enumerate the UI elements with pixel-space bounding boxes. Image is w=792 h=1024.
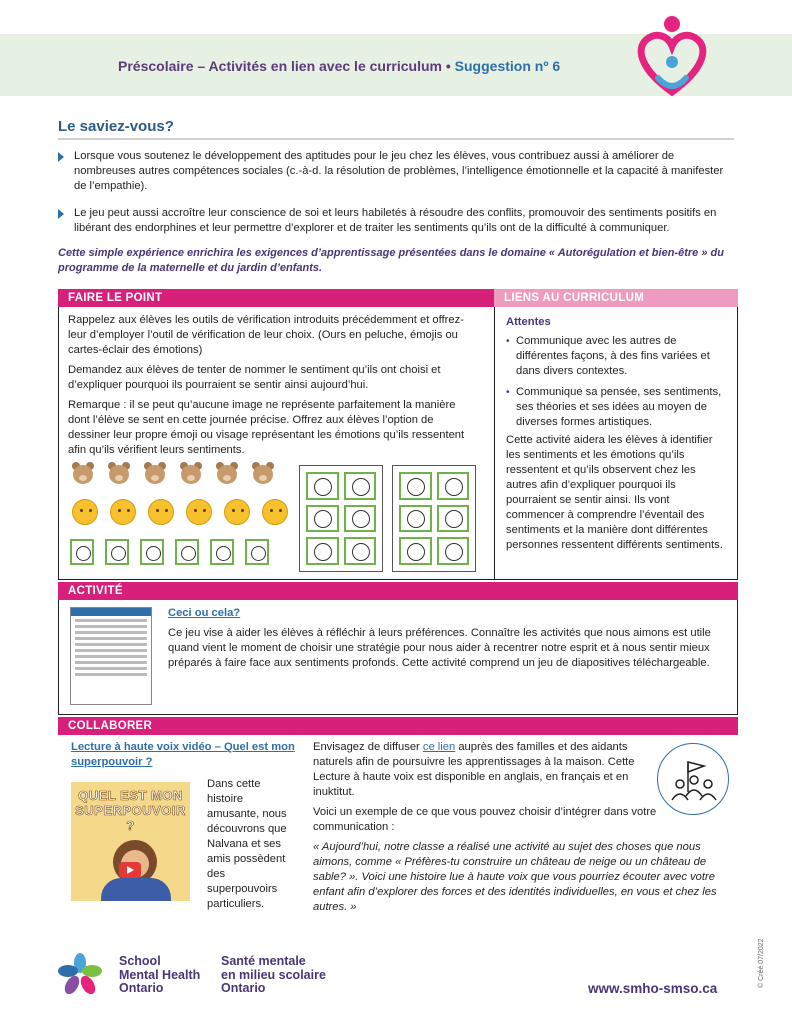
face-cell-icon [306,537,339,565]
activite-bar: ACTIVITÉ [58,582,738,600]
collaborer-p2: Voici un exemple de ce que vous pouvez choisir d’intégrer dans votre communication : [313,806,657,833]
org-name-fr: Santé mentale en milieu scolaire Ontario [221,954,326,995]
liens-curriculum-bar: LIENS AU CURRICULUM [494,289,738,307]
column-divider [494,307,495,580]
liens-paragraph: Cette activité aidera les élèves à identifier les sentiments et les émotions qu’ils ressentent et qu’ils observent chez les autres afin d’expliquer pourquoi ils pourraient se sentir ainsi. Ils vont commencer à comprendre l’éventail des sentiments et la manière dont différentes personnes ressentent différents sentiments. [506,434,723,551]
section-heading-saviez: Le saviez-vous? [58,118,174,135]
sleepy-emoji-icon [186,499,212,525]
divider [58,138,734,140]
happy-emoji-icon [72,499,98,525]
play-icon[interactable] [119,862,141,878]
face-cell-icon [437,472,470,500]
community-flag-icon [657,743,729,815]
flashcard-row [70,539,269,565]
emotion-flashcard-icon [175,539,199,565]
teddy-bear-icon [178,461,204,485]
teddy-bear-icon [142,461,168,485]
intro-text: Cette simple expérience enrichira les exigences d’apprentissage présentées dans le domaine « Autorégulation et bien-être » du programme de la maternelle et du jardin d’enfants. [58,247,724,274]
crying-emoji-icon [148,499,174,525]
emotion-flashcard-icon [245,539,269,565]
scared-emoji-icon [224,499,250,525]
activity-slide-thumbnail[interactable] [70,607,152,705]
website-link[interactable]: www.smho-smso.ca [588,981,718,996]
face-cell-icon [437,537,470,565]
creation-date: © Créé 07/2022 [758,938,765,988]
triangle-bullet-icon [58,152,64,162]
emotion-flashcard-icon [70,539,94,565]
attentes-label: Attentes [506,316,551,328]
collaborer-bar: COLLABORER [58,717,738,735]
triangle-bullet-icon [58,209,64,219]
list-item: Lorsque vous soutenez le développement des aptitudes pour le jeu chez les élèves, vous contribuez aussi à améliorer de nombreuses autres compétences sociales (c.-à-d. la résolution de problèmes, l’intelligence émotionnelle et la capacité à manifester de l’empathie). [58,149,738,194]
face-cell-icon [306,505,339,533]
list-item: • Communique sa pensée, ses sentiments, ses théories et ses idées au moyen de diverses formes artistiques. [506,385,728,430]
face-cell-icon [399,505,432,533]
collaborer-p1: Envisagez de diffuser ce lien auprès des familles et des aidants naturels afin de poursuivre les apprentissages à la maison. Cette Lecture à haute voix est disponible en anglais, en français et en inuktitut. [313,741,635,798]
ce-lien-link[interactable]: ce lien [422,741,456,753]
neutral-emoji-icon [110,499,136,525]
org-name-en: School Mental Health Ontario [119,954,201,995]
bear-row [70,461,276,485]
ceci-ou-cela-link[interactable]: Ceci ou cela? [168,607,241,619]
heart-logo-icon [630,14,714,106]
smho-flower-logo-icon [58,953,102,997]
book-cover-video-thumbnail[interactable]: QUEL EST MON SUPERPOUVOIR ? [71,782,190,901]
teddy-bear-icon [106,461,132,485]
activite-text: Ce jeu vise à aider les élèves à réfléchir à leurs préférences. Connaître les activités que nous aimons est utile quand vient le moment de choisir une stratégie pour nous aider à recentrer notre esprit et à nous sentir mieux préparés à faire face aux sentiments profonds. Cette activité comprend un jeu de diapositives téléchargeable. [168,627,711,669]
emotion-worksheet-thumbnail [299,465,383,572]
face-cell-icon [306,472,339,500]
emotion-flashcard-icon [210,539,234,565]
emoji-row [72,499,288,525]
surprised-emoji-icon [262,499,288,525]
collaborer-quote: « Aujourd’hui, notre classe a réalisé une activité au sujet des choses que nous aimons, comme « Préfères-tu construire un château de neige ou un château de sable? ». Voici une histoire lue à haute voix que vous pourriez écouter avec votre enfant afin d’explorer des forces et des identités individuelles, en vous et chez les autres. » [313,841,717,913]
faire-le-point-bar: FAIRE LE POINT [58,289,494,307]
emotion-flashcard-icon [105,539,129,565]
faire-le-point-p3: Remarque : il se peut qu’aucune image ne représente parfaitement la manière dont l’élève se sent en cette journée précise. Offrez aux élèves l’option de dessiner leur propre émoji ou visage représentant les émotions qu’ils ressentent afin qu’ils vérifient leurs sentiments. [68,399,465,456]
teddy-bear-icon [250,461,276,485]
face-cell-icon [344,505,377,533]
story-text: Dans cette histoire amusante, nous découvrons que Nalvana et ses amis possèdent des superpouvoirs particuliers. [207,778,287,910]
face-cell-icon [399,537,432,565]
teddy-bear-icon [214,461,240,485]
face-cell-icon [437,505,470,533]
emotion-flashcard-icon [140,539,164,565]
video-link[interactable]: Lecture à haute voix vidéo – Quel est mon superpouvoir ? [71,741,295,768]
face-cell-icon [344,537,377,565]
faire-le-point-p1: Rappelez aux élèves les outils de vérification introduits précédemment et offrez-leur d’employer l’outil de vérification de leur choix. (Ours en peluche, émojis ou cartes-éclair des émotions) [68,314,464,356]
attentes-list [506,334,728,436]
list-item: Le jeu peut aussi accroître leur conscience de soi et leurs habiletés à résoudre des conflits, promouvoir des sentiments positifs en libérant des endorphines et leur permettre d’explorer et de traiter les sentiments qu’ils ont de la difficulté à communiquer. [58,206,738,236]
emotion-worksheet-thumbnail [392,465,476,572]
faire-le-point-p2: Demandez aux élèves de tenter de nommer le sentiment qu’ils ont choisi et d’expliquer pourquoi ils pourraient se sentir ainsi aujourd’hui. [68,364,441,391]
list-item: • Communique avec les autres de différentes façons, à des fins variées et dans divers contextes. [506,334,728,379]
face-cell-icon [399,472,432,500]
face-cell-icon [344,472,377,500]
page-title: Préscolaire – Activités en lien avec le curriculum • Suggestion nº 6 [118,58,561,74]
teddy-bear-icon [70,461,96,485]
